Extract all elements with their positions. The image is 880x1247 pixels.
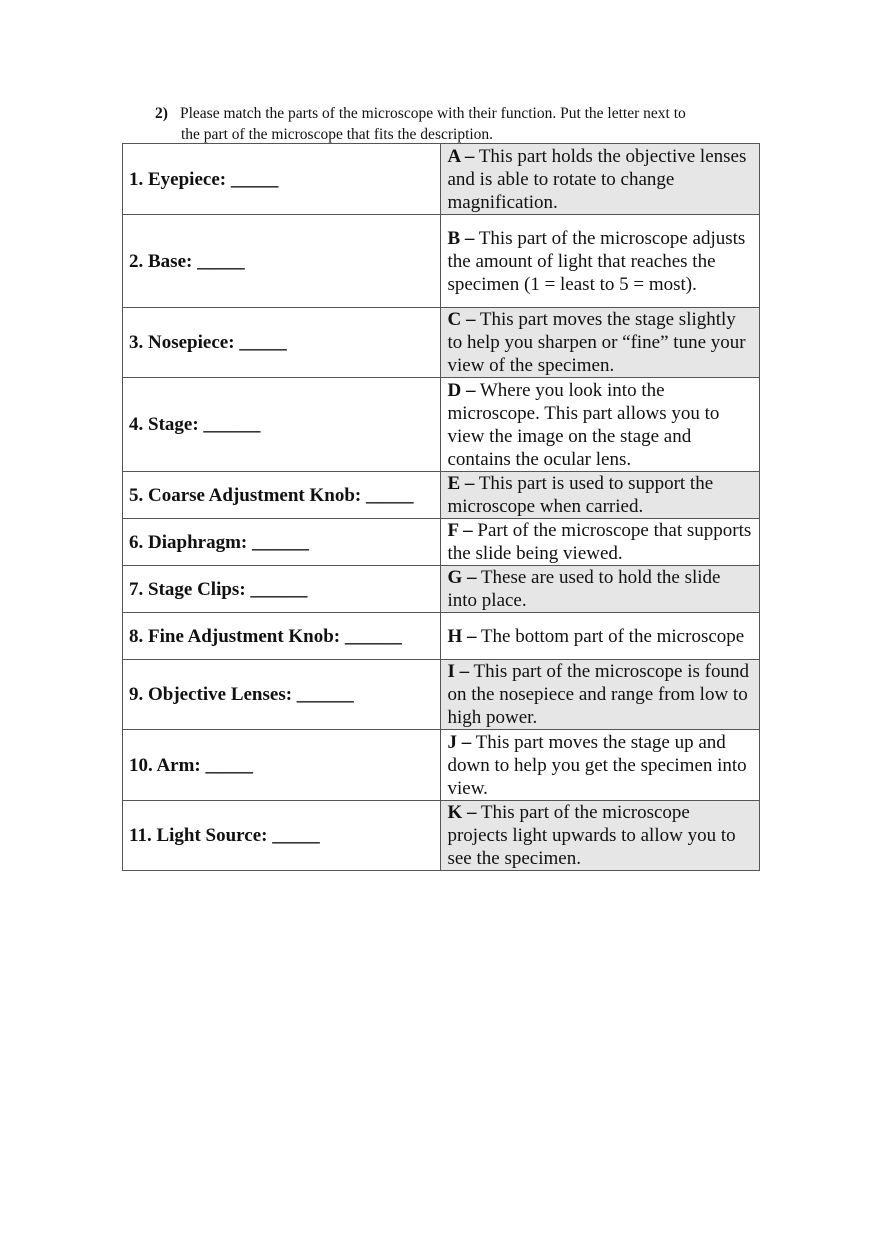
description-text: This part of the microscope adjusts the amount of light that reaches the specimen (1 = least to 5 = most). bbox=[447, 227, 746, 295]
question-instructions bbox=[155, 103, 755, 145]
description-cell bbox=[441, 472, 760, 519]
part-answer-cell[interactable]: 4. Stage: ______ bbox=[123, 378, 441, 472]
description-letter: I – bbox=[447, 661, 470, 682]
description-cell bbox=[441, 144, 760, 215]
description-cell bbox=[441, 801, 760, 871]
instruction-line-2: the part of the microscope that fits the description. bbox=[181, 126, 494, 143]
description-text: This part is used to support the microscope when carried. bbox=[447, 473, 714, 517]
part-answer-cell[interactable]: 7. Stage Clips: ______ bbox=[123, 566, 441, 613]
table-row bbox=[123, 730, 760, 801]
table-row bbox=[123, 613, 760, 660]
description-text: This part moves the stage up and down to help you get the specimen into view. bbox=[447, 731, 747, 799]
part-answer-cell[interactable]: 3. Nosepiece: _____ bbox=[123, 308, 441, 378]
part-answer-cell[interactable]: 2. Base: _____ bbox=[123, 215, 441, 308]
description-letter: F – bbox=[447, 520, 473, 541]
description-letter: D – bbox=[447, 379, 476, 401]
table-row bbox=[123, 801, 760, 871]
description-letter: H – bbox=[447, 625, 477, 647]
matching-table bbox=[122, 143, 760, 871]
instruction-line-1: Please match the parts of the microscope with their function. Put the letter next to bbox=[180, 105, 686, 122]
description-text: This part of the microscope projects light upwards to allow you to see the specimen. bbox=[447, 802, 736, 869]
description-cell bbox=[441, 613, 760, 660]
description-cell bbox=[441, 215, 760, 308]
description-text: Part of the microscope that supports the slide being viewed. bbox=[447, 520, 752, 564]
description-cell bbox=[441, 308, 760, 378]
description-letter: J – bbox=[447, 731, 472, 753]
table-row bbox=[123, 378, 760, 472]
description-text: This part of the microscope is found on the nosepiece and range from low to high power. bbox=[447, 661, 749, 728]
part-answer-cell[interactable]: 1. Eyepiece: _____ bbox=[123, 144, 441, 215]
part-answer-cell[interactable]: 11. Light Source: _____ bbox=[123, 801, 441, 871]
table-row bbox=[123, 472, 760, 519]
description-cell bbox=[441, 566, 760, 613]
description-letter: B – bbox=[447, 227, 475, 249]
description-text: This part holds the objective lenses and is able to rotate to change magnification. bbox=[447, 145, 747, 213]
description-letter: G – bbox=[447, 567, 477, 588]
part-answer-cell[interactable]: 6. Diaphragm: ______ bbox=[123, 519, 441, 566]
table-row bbox=[123, 215, 760, 308]
description-cell bbox=[441, 519, 760, 566]
description-cell bbox=[441, 378, 760, 472]
description-cell bbox=[441, 730, 760, 801]
table-row bbox=[123, 566, 760, 613]
description-letter: E – bbox=[447, 473, 475, 494]
part-answer-cell[interactable]: 5. Coarse Adjustment Knob: _____ bbox=[123, 472, 441, 519]
description-letter: C – bbox=[447, 309, 476, 330]
table-row bbox=[123, 519, 760, 566]
part-answer-cell[interactable]: 8. Fine Adjustment Knob: ______ bbox=[123, 613, 441, 660]
table-row bbox=[123, 660, 760, 730]
description-text: These are used to hold the slide into place. bbox=[447, 567, 721, 611]
description-cell bbox=[441, 660, 760, 730]
description-text: Where you look into the microscope. This part allows you to view the image on the stage and contains the ocular lens. bbox=[447, 379, 720, 470]
question-number: 2) bbox=[155, 105, 168, 122]
table-row bbox=[123, 308, 760, 378]
description-text: This part moves the stage slightly to help you sharpen or “fine” tune your view of the specimen. bbox=[447, 309, 746, 376]
description-letter: A – bbox=[447, 145, 475, 167]
description-letter: K – bbox=[447, 802, 477, 823]
part-answer-cell[interactable]: 9. Objective Lenses: ______ bbox=[123, 660, 441, 730]
description-text: The bottom part of the microscope bbox=[476, 625, 745, 647]
table-row bbox=[123, 144, 760, 215]
part-answer-cell[interactable]: 10. Arm: _____ bbox=[123, 730, 441, 801]
